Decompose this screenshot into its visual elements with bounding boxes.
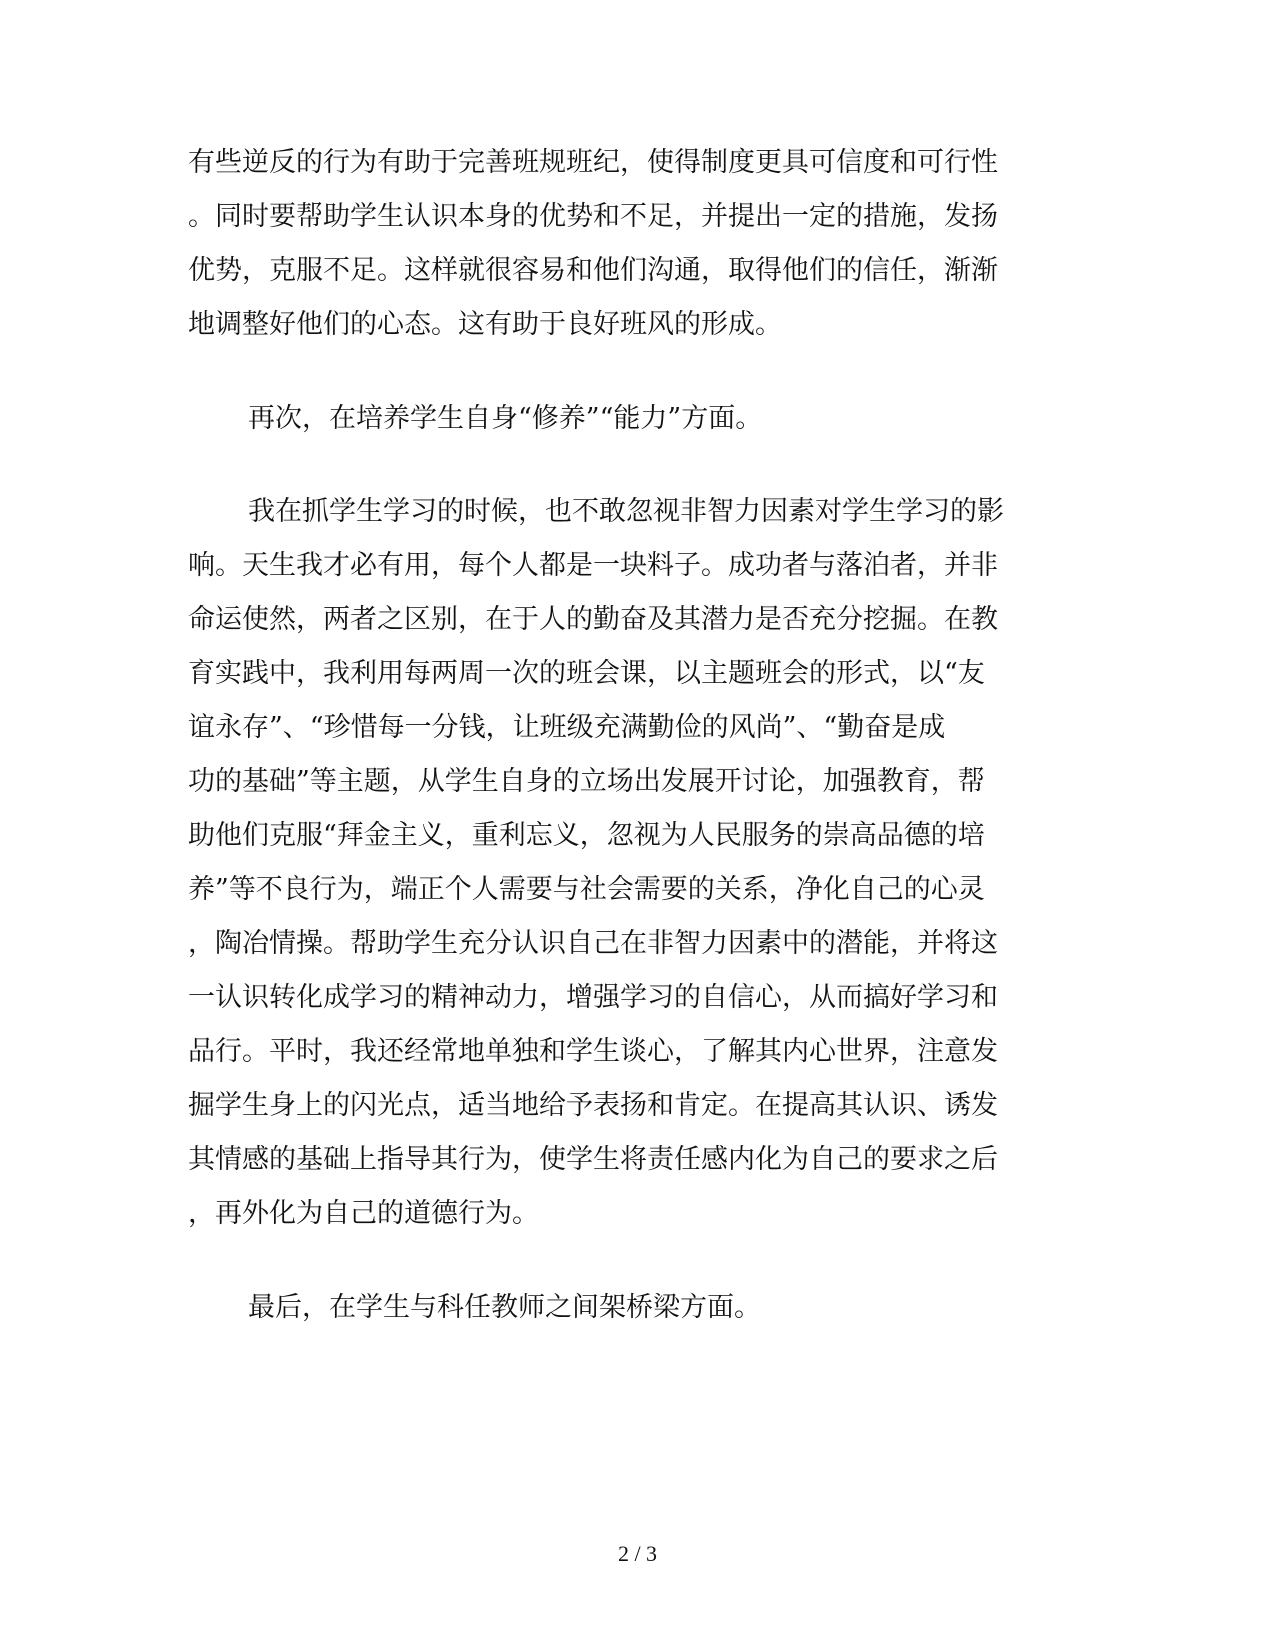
paragraph-3-line-3: 命运使然，两者之区别，在于人的勤奋及其潜力是否充分挖掘。在教 bbox=[188, 604, 998, 635]
paragraph-3-line-2: 响。天生我才必有用，每个人都是一块料子。成功者与落泊者，并非 bbox=[188, 550, 998, 581]
paragraph-3-line-13: 其情感的基础上指导其行为，使学生将责任感内化为自己的要求之后 bbox=[188, 1144, 998, 1175]
paragraph-2-heading: 再次，在培养学生自身“修养”“能力”方面。 bbox=[248, 403, 763, 434]
paragraph-3-line-8: 养”等不良行为，端正个人需要与社会需要的关系，净化自己的心灵 bbox=[188, 874, 985, 905]
paragraph-3-line-1: 我在抓学生学习的时候，也不敢忽视非智力因素对学生学习的影 bbox=[248, 496, 1004, 527]
page-number: 2 / 3 bbox=[617, 1541, 658, 1566]
paragraph-3-line-14: ，再外化为自己的道德行为。 bbox=[188, 1198, 539, 1229]
paragraph-3-line-4: 育实践中，我利用每两周一次的班会课，以主题班会的形式，以“友 bbox=[188, 658, 985, 689]
paragraph-3-line-11: 品行。平时，我还经常地单独和学生谈心，了解其内心世界，注意发 bbox=[188, 1036, 998, 1067]
paragraph-1-line-2: 。同时要帮助学生认识本身的优势和不足，并提出一定的措施，发扬 bbox=[188, 201, 998, 232]
paragraph-3-line-12: 掘学生身上的闪光点，适当地给予表扬和肯定。在提高其认识、诱发 bbox=[188, 1090, 998, 1121]
paragraph-3-line-6: 功的基础”等主题，从学生自身的立场出发展开讨论，加强教育，帮 bbox=[188, 766, 985, 797]
paragraph-4-heading: 最后，在学生与科任教师之间架桥梁方面。 bbox=[248, 1292, 761, 1323]
paragraph-1-line-3: 优势，克服不足。这样就很容易和他们沟通，取得他们的信任，渐渐 bbox=[188, 255, 998, 286]
paragraph-1-line-1: 有些逆反的行为有助于完善班规班纪，使得制度更具可信度和可行性 bbox=[188, 147, 998, 178]
paragraph-3-line-5: 谊永存”、“珍惜每一分钱，让班级充满勤俭的风尚”、“勤奋是成 bbox=[188, 712, 946, 743]
paragraph-3-line-10: 一认识转化成学习的精神动力，增强学习的自信心，从而搞好学习和 bbox=[188, 982, 998, 1013]
paragraph-1-line-4: 地调整好他们的心态。这有助于良好班风的形成。 bbox=[188, 309, 782, 340]
paragraph-3-line-9: ，陶冶情操。帮助学生充分认识自己在非智力因素中的潜能，并将这 bbox=[188, 928, 998, 959]
paragraph-3-line-7: 助他们克服“拜金主义，重利忘义，忽视为人民服务的崇高品德的培 bbox=[188, 820, 985, 851]
